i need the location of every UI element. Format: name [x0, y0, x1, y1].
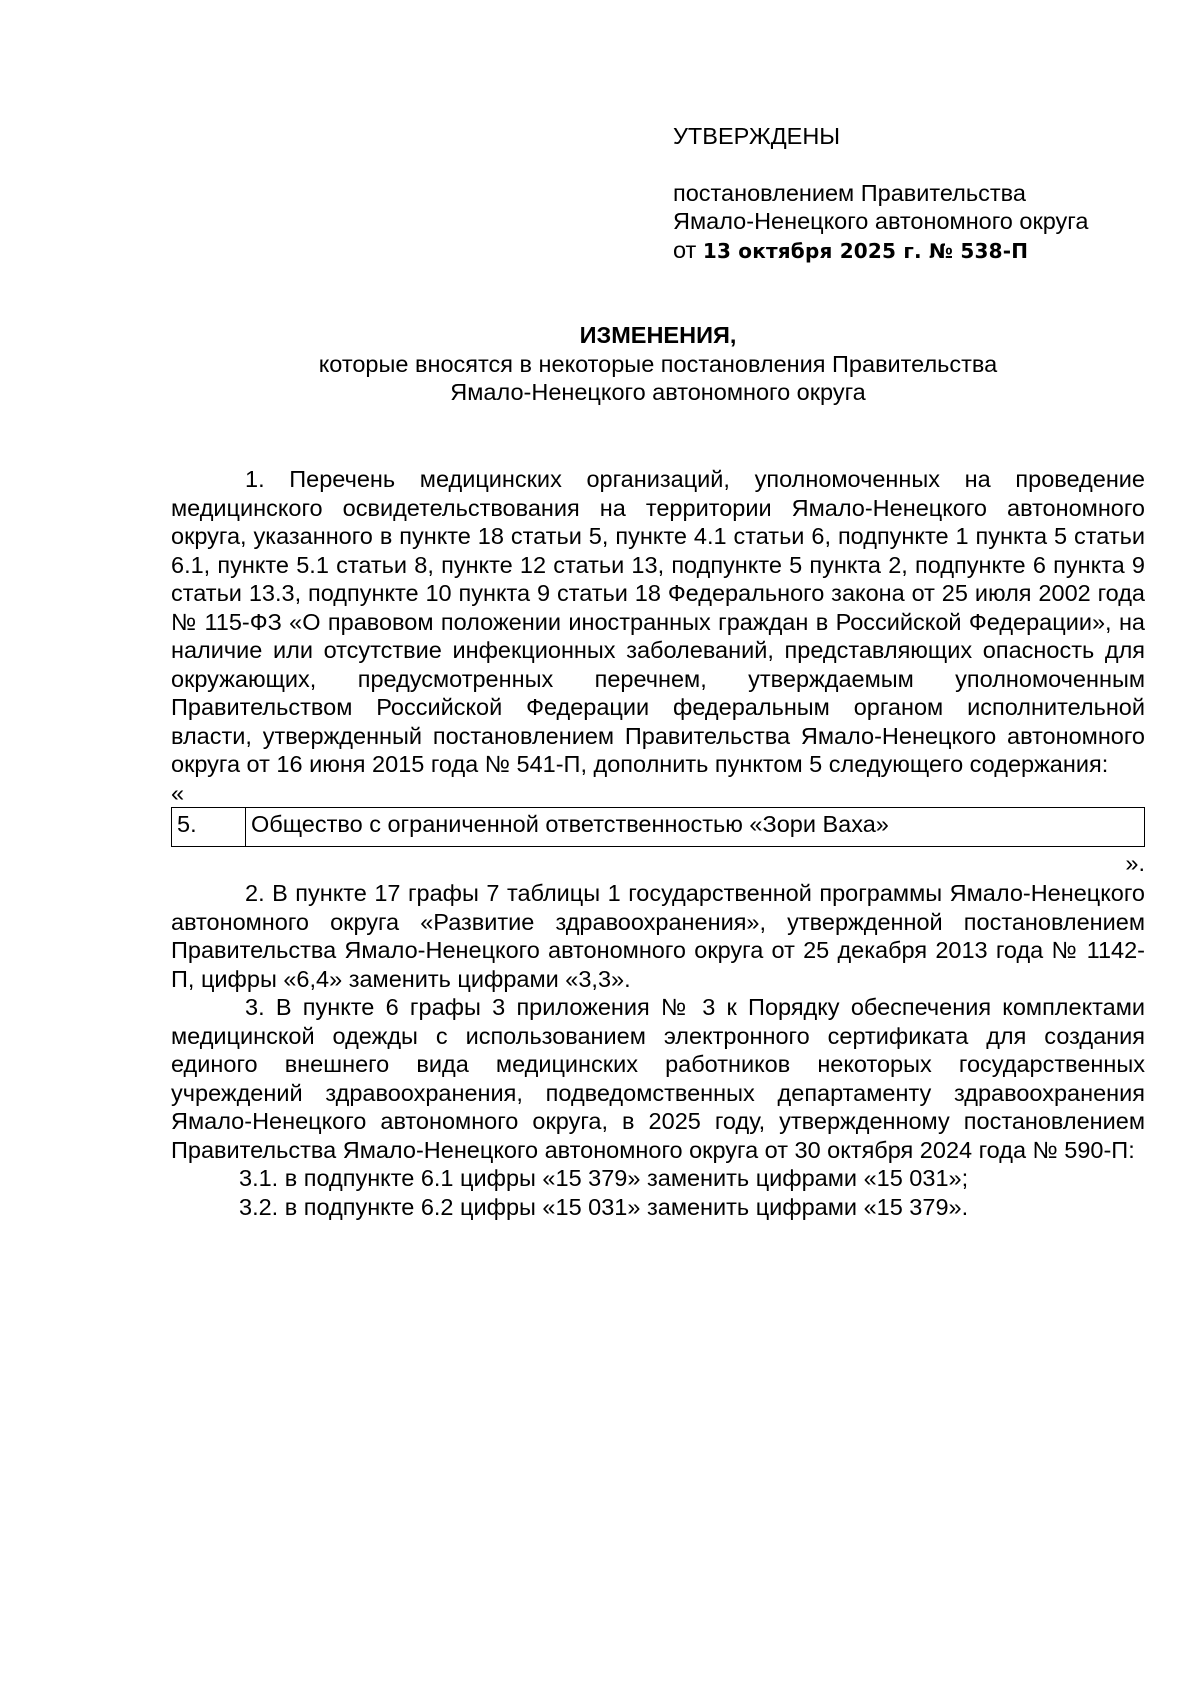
- approval-date-line: [673, 236, 1173, 266]
- organizations-table-wrap: [171, 807, 1145, 847]
- table-row: [172, 808, 1145, 847]
- document-subtitle-line-2: Ямало-Ненецкого автономного округа: [450, 379, 866, 405]
- organization-name-cell: Общество с ограниченной ответственностью «Зори Ваха»: [246, 808, 1145, 847]
- approval-line-2: Ямало-Ненецкого автономного округа: [673, 208, 1089, 234]
- document-heading: [171, 321, 1145, 407]
- close-quote: ».: [1125, 850, 1145, 876]
- item-1-paragraph: 1. Перечень медицинских организаций, уполномоченных на проведение медицинского освидетельствования на территории Ямало-Ненецкого автономного округа, указанного в пункте 18 статьи 5, пункте 4.1 статьи 6, подпункте 1 пункта 5 статьи 6.1, пункте 5.1 статьи 8, пункте 12 статьи 13, подпункте 5 пункта 2, подпункте 6 пункта 9 статьи 13.3, подпункте 10 пункта 9 статьи 18 Федерального закона от 25 июля 2002 года № 115-ФЗ «О правовом положении иностранных граждан в Российской Федерации», на наличие или отсутствие инфекционных заболеваний, представляющих опасность для окружающих, предусмотренных перечнем, утверждаемым уполномоченным Правительством Российской Федерации федеральным органом исполнительной власти, утвержденный постановлением Правительства Ямало-Ненецкого автономного округа от 16 июня 2015 года № 541-П, дополнить пунктом 5 следующего содержания:: [171, 466, 1145, 777]
- row-number-cell: 5.: [172, 808, 246, 847]
- document-body: [171, 465, 1145, 1221]
- organizations-table: [171, 807, 1145, 847]
- approval-block: [673, 122, 1173, 265]
- approval-line-1: постановлением Правительства: [673, 179, 1026, 206]
- item-3-2-paragraph: 3.2. в подпункте 6.2 цифры «15 031» заменить цифрами «15 379».: [239, 1193, 969, 1220]
- document-title: ИЗМЕНЕНИЯ,: [579, 322, 737, 348]
- item-3-1-paragraph: 3.1. в подпункте 6.1 цифры «15 379» заменить цифрами «15 031»;: [239, 1165, 969, 1191]
- decree-date-number: 13 октября 2025 г. № 538-П: [702, 238, 1029, 263]
- item-2-paragraph: 2. В пункте 17 графы 7 таблицы 1 государственной программы Ямало-Ненецкого автономного округа «Развитие здравоохранения», утвержденной постановлением Правительства Ямало-Ненецкого автономного округа от 25 декабря 2013 года № 1142-П, цифры «6,4» заменить цифрами «3,3».: [171, 880, 1145, 992]
- item-3-paragraph: 3. В пункте 6 графы 3 приложения № 3 к Порядку обеспечения комплектами медицинской одежды с использованием электронного сертификата для создания единого внешнего вида медицинских работников некоторых государственных учреждений здравоохранения, подведомственных департаменту здравоохранения Ямало-Ненецкого автономного округа, в 2025 году, утвержденному постановлением Правительства Ямало-Ненецкого автономного округа от 30 октября 2024 года № 590-П:: [171, 994, 1145, 1163]
- from-label: от: [673, 236, 697, 263]
- open-quote: «: [171, 779, 185, 806]
- document-subtitle-line-1: которые вносятся в некоторые постановления Правительства: [318, 350, 998, 377]
- approved-title: УТВЕРЖДЕНЫ: [673, 123, 841, 149]
